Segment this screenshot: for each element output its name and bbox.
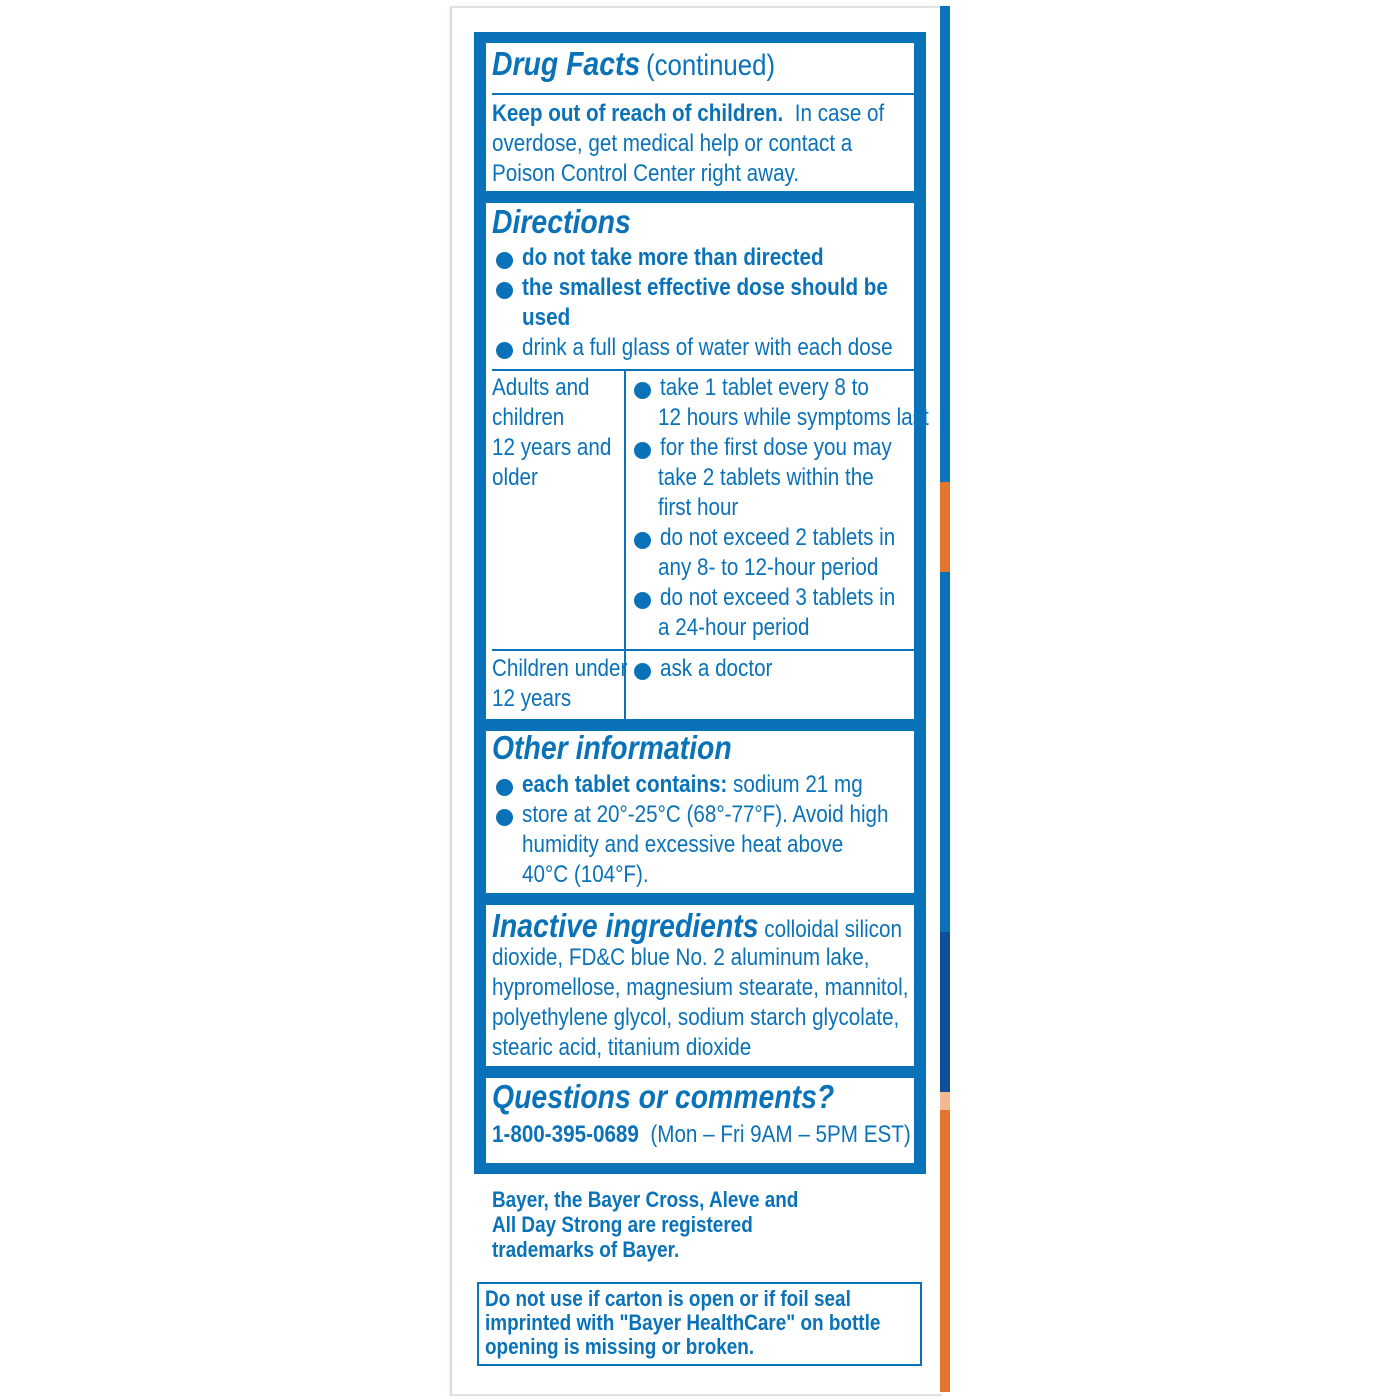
seal-warning-text: opening is missing or broken. bbox=[485, 1334, 755, 1359]
dosage-instruction: take 1 tablet every 8 to bbox=[660, 374, 869, 401]
keep-out-warning: Keep out of reach of children. bbox=[492, 100, 784, 127]
phone-number: 1-800-395-0689 bbox=[492, 1121, 639, 1148]
bullet-icon bbox=[496, 252, 513, 269]
trademark-notice: Bayer, the Bayer Cross, Aleve and All Day Strong are registered trademarks of Bayer. bbox=[492, 1187, 799, 1262]
bullet-icon bbox=[496, 809, 513, 826]
bullet-icon bbox=[496, 282, 513, 299]
bullet-icon bbox=[634, 382, 651, 399]
dosage-instruction: do not exceed 3 tablets in bbox=[660, 584, 896, 611]
directions-section bbox=[486, 203, 929, 719]
drug-facts-heading-suffix: (continued) bbox=[645, 49, 776, 82]
dosage-instruction: ask a doctor bbox=[660, 655, 773, 682]
dosage-group-label: Adults and bbox=[492, 374, 590, 401]
ingredient-text: dioxide, FD&C blue No. 2 aluminum lake, bbox=[492, 944, 870, 971]
questions-heading: Questions or comments? bbox=[492, 1078, 835, 1115]
questions-section bbox=[486, 1078, 914, 1163]
bullet-icon bbox=[496, 779, 513, 796]
drug-facts-heading: Drug Facts bbox=[492, 45, 641, 82]
divider bbox=[492, 93, 914, 95]
bullet-icon bbox=[634, 592, 651, 609]
dosage-instruction: do not exceed 2 tablets in bbox=[660, 524, 896, 551]
direction-item: the smallest effective dose should be bbox=[522, 274, 888, 301]
drug-facts-section bbox=[486, 43, 914, 191]
support-hours: (Mon – Fri 9AM – 5PM EST) bbox=[650, 1121, 911, 1148]
inactive-ingredients-heading: Inactive ingredients bbox=[492, 907, 759, 944]
keep-out-text: Poison Control Center right away. bbox=[492, 160, 800, 187]
ingredient-text: stearic acid, titanium dioxide bbox=[492, 1034, 752, 1061]
ingredient-text: polyethylene glycol, sodium starch glycolate, bbox=[492, 1004, 900, 1031]
dosage-group-label: older bbox=[492, 464, 538, 491]
bullet-icon bbox=[496, 342, 513, 359]
carton-edge-stripe bbox=[940, 572, 950, 932]
bullet-icon bbox=[634, 532, 651, 549]
dosage-instruction: for the first dose you may bbox=[660, 434, 892, 461]
direction-item: drink a full glass of water with each dose bbox=[522, 334, 893, 361]
direction-item: used bbox=[522, 304, 571, 331]
drug-facts-panel bbox=[474, 32, 929, 1174]
seal-warning-box bbox=[477, 1282, 922, 1366]
info-item: humidity and excessive heat above bbox=[522, 831, 844, 858]
dosage-group-label: children bbox=[492, 404, 565, 431]
dosage-instruction: a 24-hour period bbox=[658, 614, 810, 641]
direction-item: do not take more than directed bbox=[522, 244, 824, 271]
dosage-group-label: 12 years and bbox=[492, 434, 612, 461]
bullet-icon bbox=[634, 442, 651, 459]
seal-warning-text: imprinted with "Bayer HealthCare" on bottle bbox=[485, 1310, 881, 1335]
keep-out-text: In case of bbox=[794, 100, 885, 127]
dosage-group-label: 12 years bbox=[492, 685, 572, 712]
directions-heading: Directions bbox=[492, 203, 631, 240]
inactive-ingredients-section bbox=[486, 905, 914, 1066]
other-information-section bbox=[486, 731, 914, 893]
carton-edge-stripe bbox=[940, 482, 950, 572]
table-divider bbox=[492, 369, 914, 371]
dosage-group-label: Children under bbox=[492, 655, 628, 682]
ingredient-text: hypromellose, magnesium stearate, mannitol, bbox=[492, 974, 909, 1001]
seal-warning-text: Do not use if carton is open or if foil seal bbox=[485, 1286, 851, 1311]
carton-edge-stripe bbox=[940, 1092, 950, 1110]
dosage-instruction: 12 hours while symptoms last bbox=[658, 404, 929, 431]
info-item: store at 20°-25°C (68°-77°F). Avoid high bbox=[522, 801, 889, 828]
ingredient-text: colloidal silicon bbox=[764, 916, 902, 943]
info-item: 40°C (104°F). bbox=[522, 861, 649, 888]
other-information-heading: Other information bbox=[492, 729, 732, 766]
dosage-instruction: take 2 tablets within the bbox=[658, 464, 874, 491]
dosage-instruction: any 8- to 12-hour period bbox=[658, 554, 879, 581]
info-item: each tablet contains: sodium 21 mg bbox=[522, 771, 863, 798]
keep-out-text: overdose, get medical help or contact a bbox=[492, 130, 853, 157]
dosage-instruction: first hour bbox=[658, 494, 739, 521]
table-divider bbox=[492, 649, 914, 651]
bullet-icon bbox=[634, 663, 651, 680]
